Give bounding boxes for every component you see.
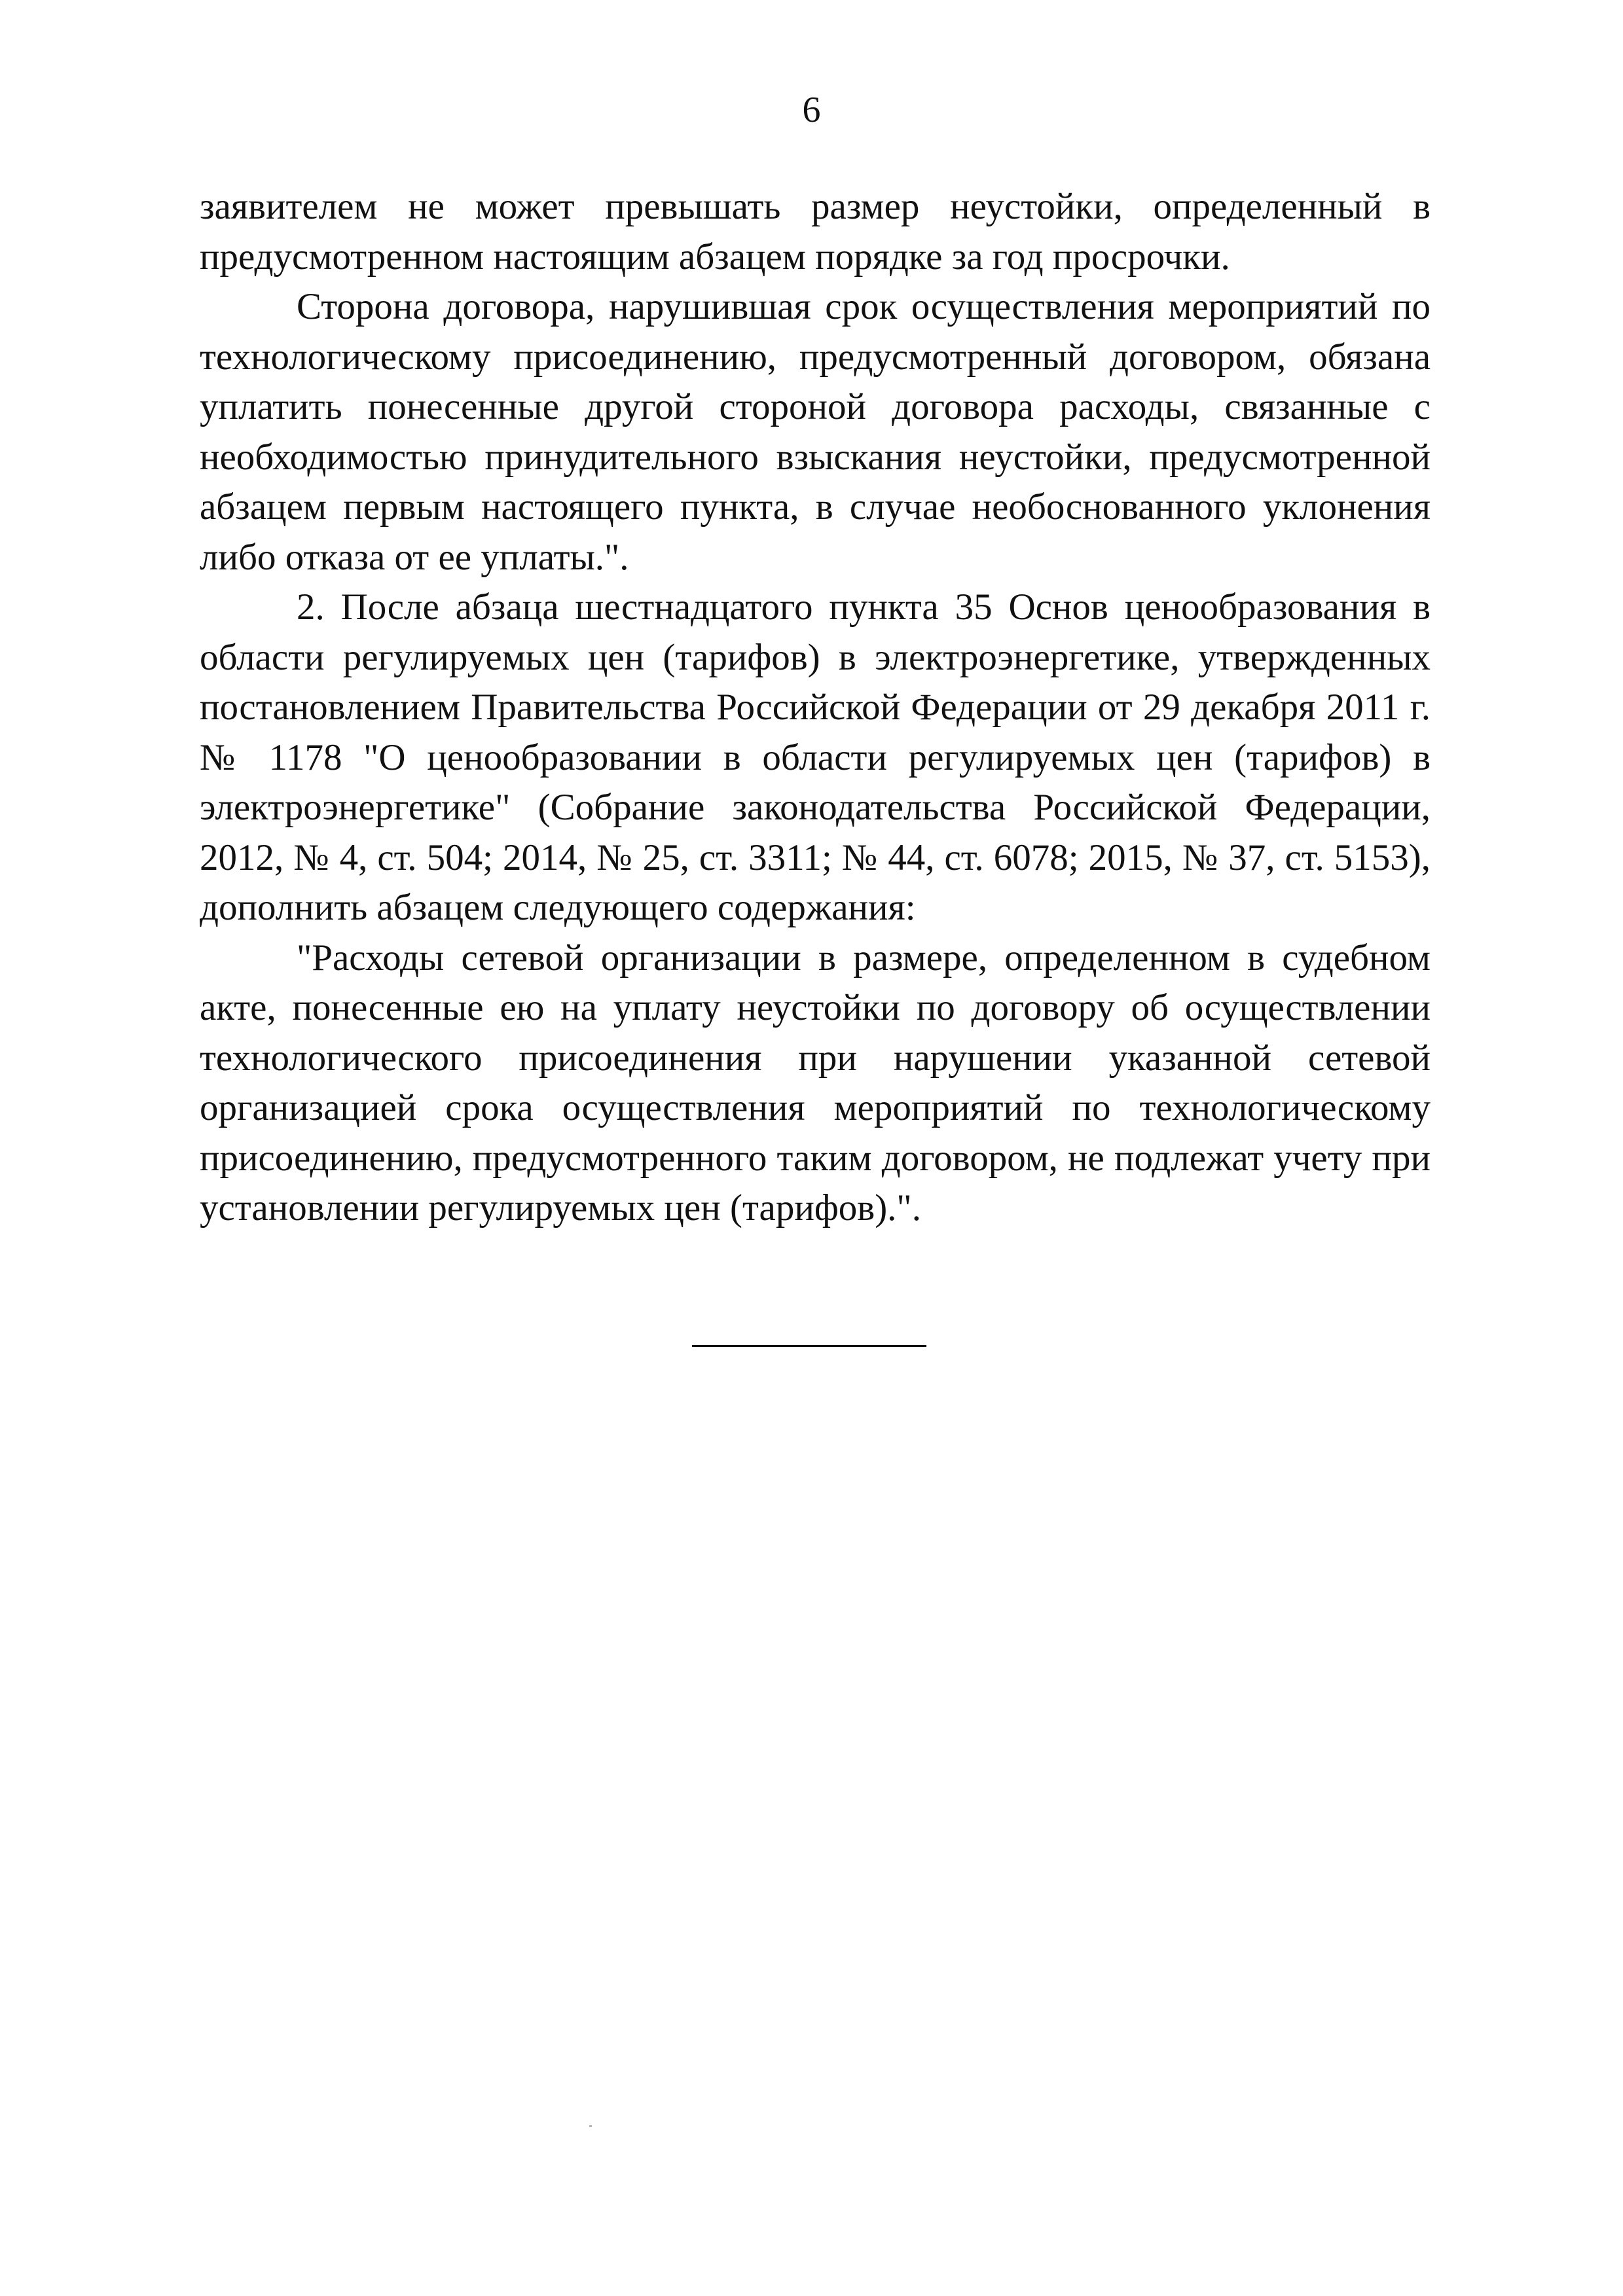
page-number: 6	[802, 90, 821, 130]
scan-speck	[589, 2125, 592, 2127]
end-of-document-rule	[692, 1345, 926, 1347]
paragraph-quoted-addition: "Расходы сетевой организации в размере, определенном в судебном акте, понесенные ею на уплату неустойки по договору об осуществлении технологического присоединения при нарушении указанной сетевой организацией срока осуществления мероприятий по технологическому присоединению, предусмотренного таким договором, не подлежат учету при установлении регулируемых цен (тарифов).".	[200, 937, 1431, 1229]
paragraph-amendment-2: 2. После абзаца шестнадцатого пункта 35 Основ ценообразования в области регулируемых цен (тарифов) в электроэнергетике, утвержденных постановлением Правительства Российской Федерации от 29 декабря 2011 г. № 1178 "О ценообразовании в области регулируемых цен (тарифов) в электроэнергетике" (Собрание законодательства Российской Федерации, 2012, № 4, ст. 504; 2014, № 25, ст. 3311; № 44, ст. 6078; 2015, № 37, ст. 5153), дополнить абзацем следующего содержания:	[200, 586, 1431, 928]
paragraph-contract-violation: Сторона договора, нарушившая срок осуществления мероприятий по технологическому присоединению, предусмотренный договором, обязана уплатить понесенные другой стороной договора расходы, связанные с необходимостью принудительного взыскания неустойки, предусмотренной абзацем первым настоящего пункта, в случае необоснованного уклонения либо отказа от ее уплаты.".	[200, 286, 1431, 578]
document-body	[200, 182, 1431, 1234]
paragraph-continuation: заявителем не может превышать размер неустойки, определенный в предусмотренном настоящим абзацем порядке за год просрочки.	[200, 186, 1431, 278]
